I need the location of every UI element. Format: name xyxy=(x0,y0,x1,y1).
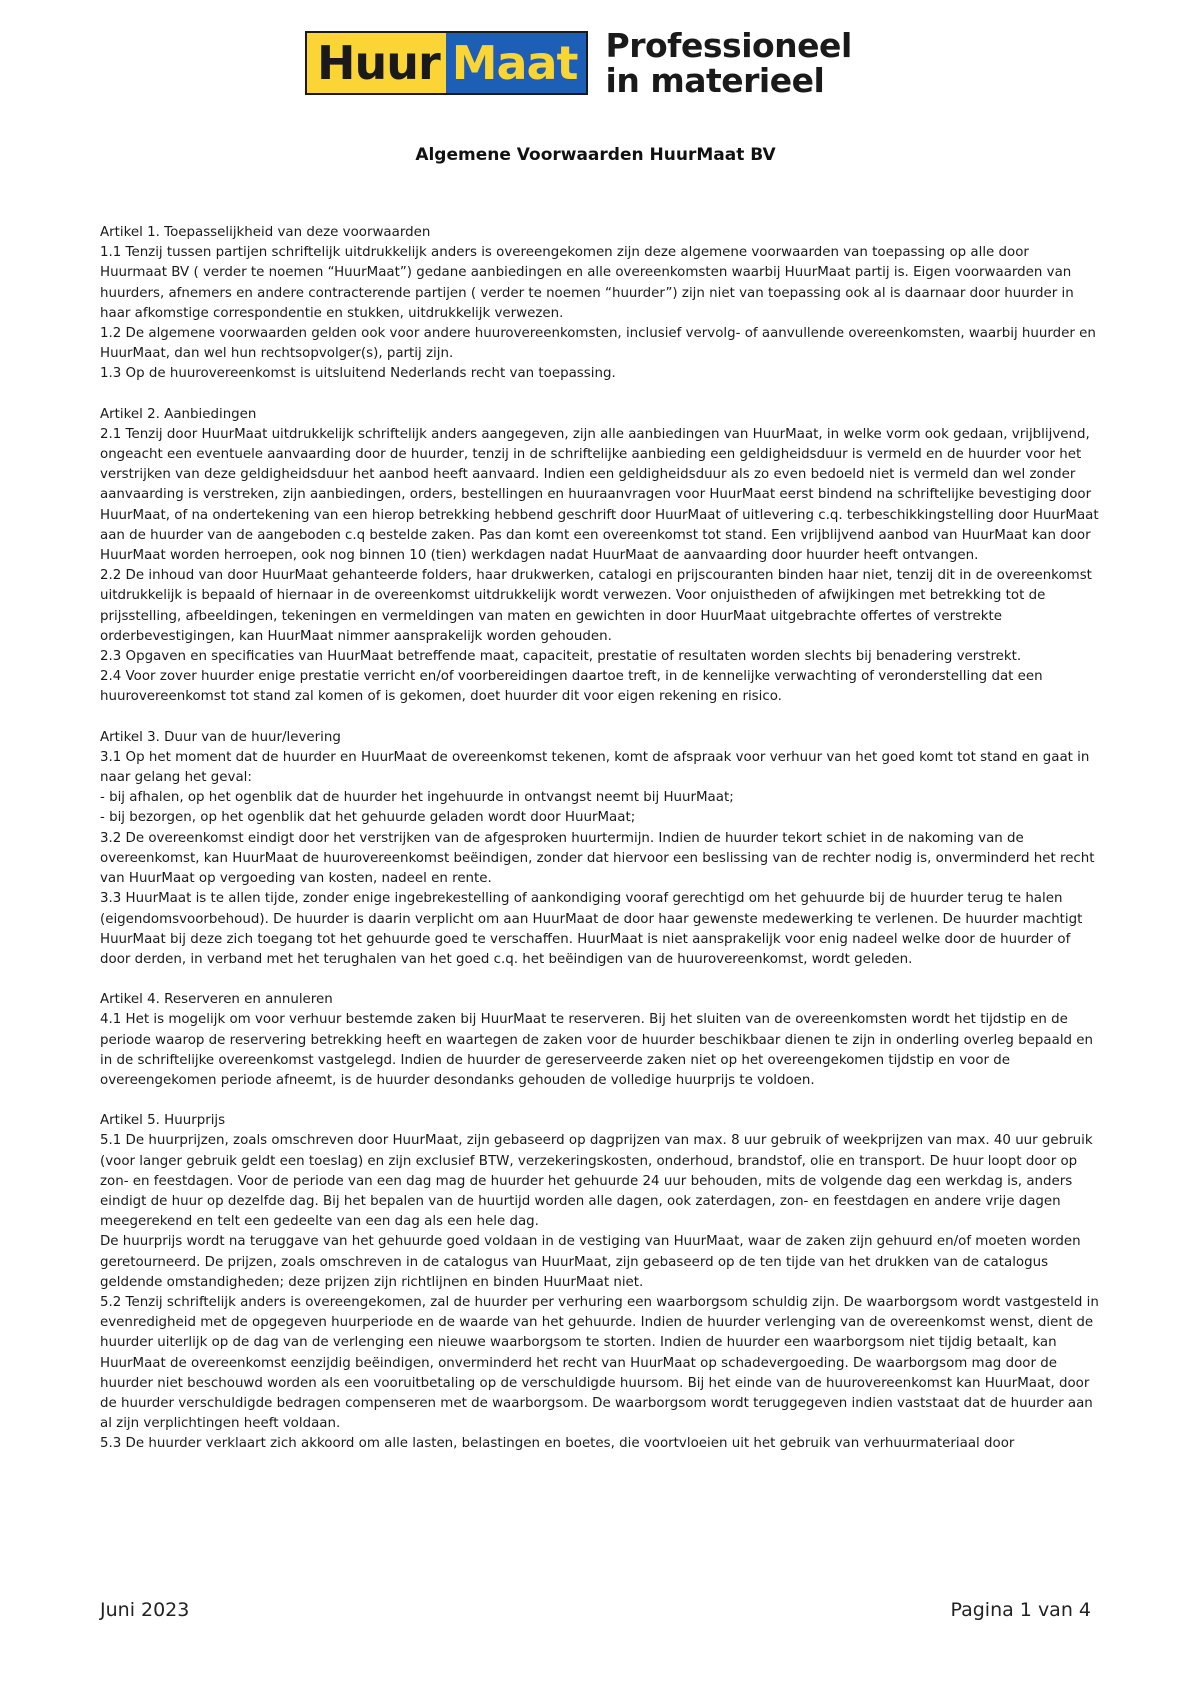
article-paragraph: 5.3 De huurder verklaart zich akkoord om alle lasten, belastingen en boetes, die voortvloeien uit het gebruik van verhuurmateriaal door xyxy=(100,1436,1015,1452)
article-2 xyxy=(100,405,1100,708)
document-body xyxy=(100,223,1100,1475)
article-paragraph: 5.1 De huurprijzen, zoals omschreven door HuurMaat, zijn gebaseerd op dagprijzen van max. 8 uur gebruik of weekprijzen van max. 40 uur gebruik (voor langer gebruik geldt een toeslag) en zijn exclusief BTW, verzekeringskosten, onderhoud, brandstof, olie en transport. De huur loopt door op zon- en feestdagen. Voor de periode van een dag mag de huurder het gehuurde 24 uur behouden, mits de volgende dag een werkdag is, anders eindigt de huur op dezelfde dag. Bij het bepalen van de huurtijd worden alle dagen, ook zaterdagen, zon- en feestdagen en andere vrije dagen meegerekend en telt een gedeelte van een dag als een hele dag. xyxy=(100,1133,1093,1230)
article-5 xyxy=(100,1111,1100,1454)
article-paragraph: 5.2 Tenzij schriftelijk anders is overeengekomen, zal de huurder per verhuring een waarborgsom schuldig zijn. De waarborgsom wordt vastgesteld in evenredigheid met de opgegeven huurperiode en de waarde van het gehuurde. Indien de huurder verlenging van de overeenkomst wenst, dient de huurder uiterlijk op de dag van de verlenging een nieuwe waarborgsom te storten. Indien de huurder een waarborgsom niet tijdig betaalt, kan HuurMaat de overeenkomst eenzijdig beëindigen, onverminderd het recht van HuurMaat op schadevergoeding. De waarborgsom mag door de huurder niet beschouwd worden als een vooruitbetaling op de verschuldigde huursom. Bij het einde van de huurovereenkomst kan HuurMaat, door de huurder verschuldigde bedragen compenseren met de waarborgsom. De waarborgsom wordt teruggegeven indien vaststaat dat de huurder aan al zijn verplichtingen heeft voldaan. xyxy=(100,1294,1099,1432)
page-header xyxy=(305,28,852,98)
article-paragraph: 4.1 Het is mogelijk om voor verhuur bestemde zaken bij HuurMaat te reserveren. Bij het sluiten van de overeenkomsten wordt het tijdstip en de periode waarop de reservering betrekking heeft en waartegen de zaken voor de huurder beschikbaar dienen te zijn in onderling overleg bepaald en in de schriftelijke overeenkomst vastgelegd. Indien de huurder de gereserveerde zaken niet op het overeengekomen tijdstip en voor de overeengekomen periode afneemt, is de huurder desondanks gehouden de volledige huurprijs te voldoen. xyxy=(100,1012,1094,1088)
article-heading: Artikel 3. Duur van de huur/levering xyxy=(100,729,341,745)
article-paragraph: 3.2 De overeenkomst eindigt door het verstrijken van de afgesproken huurtermijn. Indien de huurder tekort schiet in de nakoming van de overeenkomst, kan HuurMaat de huurovereenkomst beëindigen, zonder dat hiervoor een beslissing van de rechter nodig is, onverminderd het recht van HuurMaat op vergoeding van kosten, nadeel en rente. xyxy=(100,830,1095,887)
article-paragraph: 2.1 Tenzij door HuurMaat uitdrukkelijk schriftelijk anders aangegeven, zijn alle aanbiedingen van HuurMaat, in welke vorm ook gedaan, vrijblijvend, ongeacht een eventuele aanvaarding door de huurder, tenzij in de schriftelijke aanbieding een geldigheidsduur is vermeld en de huurder voor het verstrijken van deze geldigheidsduur het aanbod heeft aanvaard. Indien een geldigheidsduur als zo even bedoeld niet is vermeld dan wel zonder aanvaarding is verstreken, zijn aanbiedingen, orders, bestellingen en huuraanvragen voor HuurMaat eerst bindend na schriftelijke bevestiging door HuurMaat, of na ondertekening van een hierop betrekking hebbend geschrift door HuurMaat of uitlevering c.q. terbeschikkingstelling door HuurMaat aan de huurder van de aangeboden c.q bestelde zaken. Pas dan komt een overeenkomst tot stand. Een vrijblijvend aanbod van HuurMaat kan door HuurMaat worden herroepen, ook nog binnen 10 (tien) werkdagen nadat HuurMaat de aanvaarding door huurder heeft ontvangen. xyxy=(100,426,1099,564)
article-paragraph: 1.1 Tenzij tussen partijen schriftelijk uitdrukkelijk anders is overeengekomen zijn deze algemene voorwaarden van toepassing op alle door Huurmaat BV ( verder te noemen “HuurMaat”) gedane aanbiedingen en alle overeenkomsten waarbij HuurMaat partij is. Eigen voorwaarden van huurders, afnemers en andere contracterende partijen ( verder te noemen “huurder”) zijn niet van toepassing ook al is daarnaar door huurder in haar afkomstige correspondentie en stukken, uitdrukkelijk verwezen. xyxy=(100,245,1074,321)
document-title: Algemene Voorwaarden HuurMaat BV xyxy=(415,145,776,165)
tagline-line-1: Professioneel xyxy=(605,26,852,65)
article-heading: Artikel 5. Huurprijs xyxy=(100,1113,226,1129)
logo-maat-text: Maat xyxy=(446,33,586,93)
article-paragraph: - bij afhalen, op het ogenblik dat de huurder het ingehuurde in ontvangst neemt bij HuurMaat; xyxy=(100,790,734,806)
article-heading: Artikel 2. Aanbiedingen xyxy=(100,406,257,422)
article-paragraph: 2.3 Opgaven en specificaties van HuurMaat betreffende maat, capaciteit, prestatie of resultaten worden slechts bij benadering verstrekt. xyxy=(100,649,1022,665)
article-heading: Artikel 4. Reserveren en annuleren xyxy=(100,992,333,1008)
logo-tagline xyxy=(606,28,852,98)
footer-page-number: Pagina 1 van 4 xyxy=(950,1599,1091,1621)
article-paragraph: - bij bezorgen, op het ogenblik dat het gehuurde geladen wordt door HuurMaat; xyxy=(100,810,636,826)
article-3 xyxy=(100,728,1100,970)
article-paragraph: 1.2 De algemene voorwaarden gelden ook voor andere huurovereenkomsten, inclusief vervolg- of aanvullende overeenkomsten, waarbij huurder en HuurMaat, dan wel hun rechtsopvolger(s), partij zijn. xyxy=(100,326,1096,362)
logo-huur-text: Huur xyxy=(307,33,446,93)
article-paragraph: 1.3 Op de huurovereenkomst is uitsluitend Nederlands recht van toepassing. xyxy=(100,366,616,382)
huurmaat-logo xyxy=(305,31,588,95)
article-paragraph: 2.2 De inhoud van door HuurMaat gehanteerde folders, haar drukwerken, catalogi en prijscouranten binden haar niet, tenzij dit in de overeenkomst uitdrukkelijk is bepaald of hiernaar in de overeenkomst uitdrukkelijk wordt verwezen. Voor onjuistheden of afwijkingen met betrekking tot de prijsstelling, afbeeldingen, tekeningen en vermeldingen van maten en gewichten in door HuurMaat uitgebrachte offertes of verstrekte orderbevestigingen, kan HuurMaat nimmer aansprakelijk worden gehouden. xyxy=(100,568,1092,644)
tagline-line-2: in materieel xyxy=(605,61,825,100)
article-paragraph: 2.4 Voor zover huurder enige prestatie verricht en/of voorbereidingen daartoe treft, in de kennelijke verwachting of veronderstelling dat een huurovereenkomst tot stand zal komen of is gekomen, doet huurder dit voor eigen rekening en risico. xyxy=(100,669,1043,705)
article-4 xyxy=(100,990,1100,1091)
article-1 xyxy=(100,223,1100,385)
article-paragraph: De huurprijs wordt na teruggave van het gehuurde goed voldaan in de vestiging van HuurMaat, waar de zaken zijn gehuurd en/of moeten worden geretourneerd. De prijzen, zoals omschreven in de catalogus van HuurMaat, zijn gebaseerd op de ten tijde van het drukken van de catalogus geldende omstandigheden; deze prijzen zijn richtlijnen en binden HuurMaat niet. xyxy=(100,1234,1081,1290)
article-paragraph: 3.1 Op het moment dat de huurder en HuurMaat de overeenkomst tekenen, komt de afspraak voor verhuur van het goed komt tot stand en gaat in naar gelang het geval: xyxy=(100,749,1090,786)
article-paragraph: 3.3 HuurMaat is te allen tijde, zonder enige ingebrekestelling of aankondiging vooraf gerechtigd om het gehuurde bij de huurder terug te halen (eigendomsvoorbehoud). De huurder is daarin verplicht om aan HuurMaat de door haar gewenste medewerking te verlenen. De huurder machtigt HuurMaat bij deze zich toegang tot het gehuurde goed te verschaffen. HuurMaat is niet aansprakelijk voor enig nadeel welke door de huurder of door derden, in verband met het terughalen van het goed c.q. het beëindigen van de huurovereenkomst, wordt geleden. xyxy=(100,891,1083,967)
footer-date: Juni 2023 xyxy=(100,1599,190,1621)
article-heading: Artikel 1. Toepasselijkheid van deze voorwaarden xyxy=(100,225,431,240)
